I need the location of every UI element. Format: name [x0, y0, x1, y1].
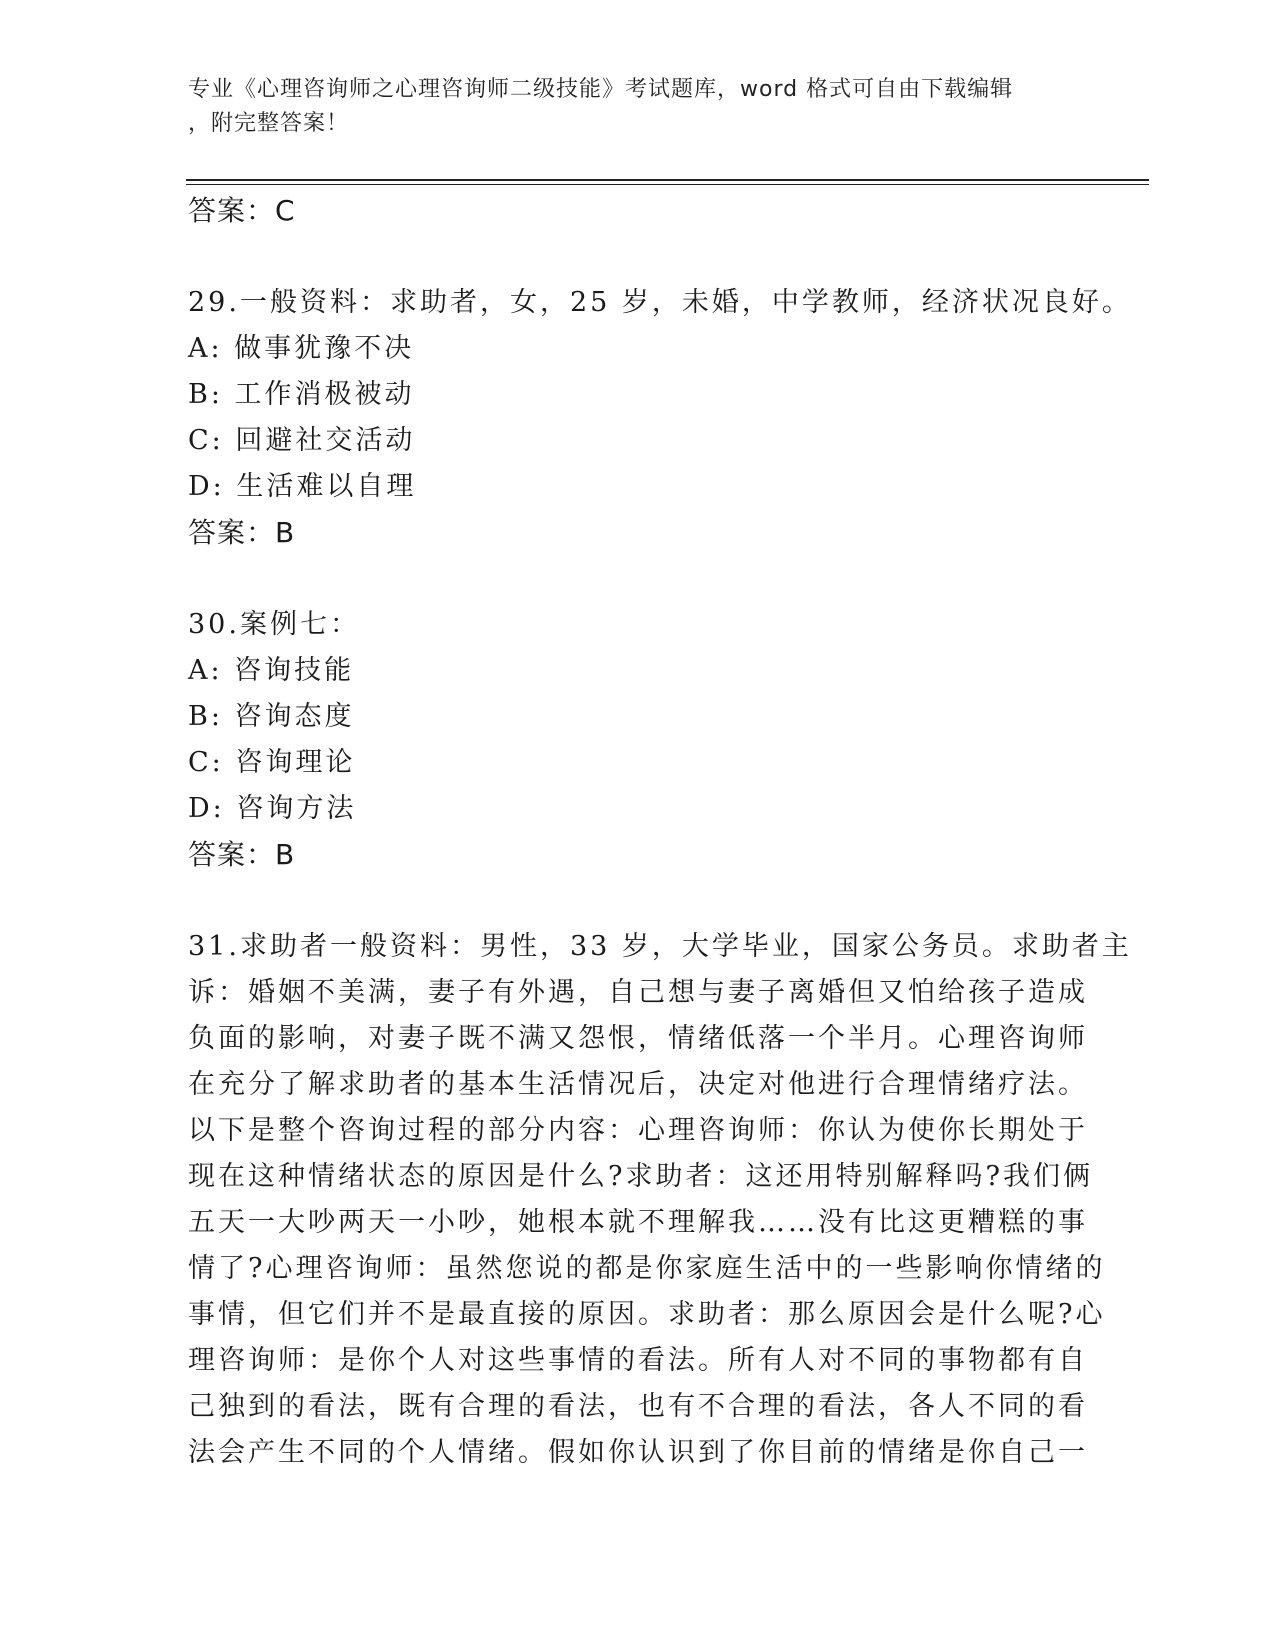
question-text-line: 31.求助者一般资料：男性，33 岁，大学毕业，国家公务员。求助者主 — [188, 931, 1132, 962]
document-header — [188, 73, 1078, 141]
option-d: D: 生活难以自理 — [188, 471, 417, 502]
question-30 — [188, 602, 1108, 878]
question-stem: 29.一般资料：求助者，女，25 岁，未婚，中学教师，经济状况良好。 — [188, 287, 1132, 318]
question-text-line: 事情，但它们并不是最直接的原因。求助者：那么原因会是什么呢?心 — [188, 1299, 1106, 1330]
option-d: D: 咨询方法 — [188, 793, 357, 824]
answer: 答案：B — [188, 516, 296, 549]
question-stem: 30.案例七： — [188, 609, 360, 640]
question-text-line: 五天一大吵两天一小吵，她根本就不理解我……没有比这更糟糕的事 — [188, 1207, 1088, 1238]
question-29 — [188, 280, 1132, 556]
option-c: C: 回避社交活动 — [188, 425, 416, 456]
header-line-1: 专业《心理咨询师之心理咨询师二级技能》考试题库，word 格式可自由下载编辑 — [188, 77, 1014, 102]
header-rule-thick — [186, 179, 1149, 181]
option-b: B: 工作消极被动 — [188, 379, 415, 410]
header-line-2: ，附完整答案！ — [188, 111, 350, 136]
spacer — [188, 234, 1108, 280]
question-text-line: 诉：婚姻不美满，妻子有外遇，自己想与妻子离婚但又怕给孩子造成 — [188, 977, 1088, 1008]
question-text-line: 负面的影响，对妻子既不满又怨恨，情绪低落一个半月。心理咨询师 — [188, 1023, 1088, 1054]
question-text-line: 以下是整个咨询过程的部分内容：心理咨询师：你认为使你长期处于 — [188, 1115, 1088, 1146]
answer: 答案：B — [188, 838, 296, 871]
question-text-line: 己独到的看法，既有合理的看法，也有不合理的看法，各人不同的看 — [188, 1391, 1088, 1422]
option-a: A: 做事犹豫不决 — [188, 333, 415, 364]
spacer — [188, 878, 1108, 924]
option-c: C: 咨询理论 — [188, 747, 356, 778]
question-text-line: 在充分了解求助者的基本生活情况后，决定对他进行合理情绪疗法。 — [188, 1069, 1088, 1100]
option-b: B: 咨询态度 — [188, 701, 355, 732]
spacer — [188, 556, 1108, 602]
document-body — [188, 188, 1132, 1476]
question-text-line: 法会产生不同的个人情绪。假如你认识到了你目前的情绪是你自己一 — [188, 1437, 1088, 1468]
question-text-line: 理咨询师：是你个人对这些事情的看法。所有人对不同的事物都有自 — [188, 1345, 1088, 1376]
question-text-line: 现在这种情绪状态的原因是什么?求助者：这还用特别解释吗?我们俩 — [188, 1161, 1093, 1192]
question-text-line: 情了?心理咨询师：虽然您说的都是你家庭生活中的一些影响你情绪的 — [188, 1253, 1106, 1284]
question-31 — [188, 924, 1132, 1476]
header-rule-thin — [186, 184, 1149, 185]
option-a: A: 咨询技能 — [188, 655, 355, 686]
previous-answer: 答案：C — [188, 194, 296, 227]
